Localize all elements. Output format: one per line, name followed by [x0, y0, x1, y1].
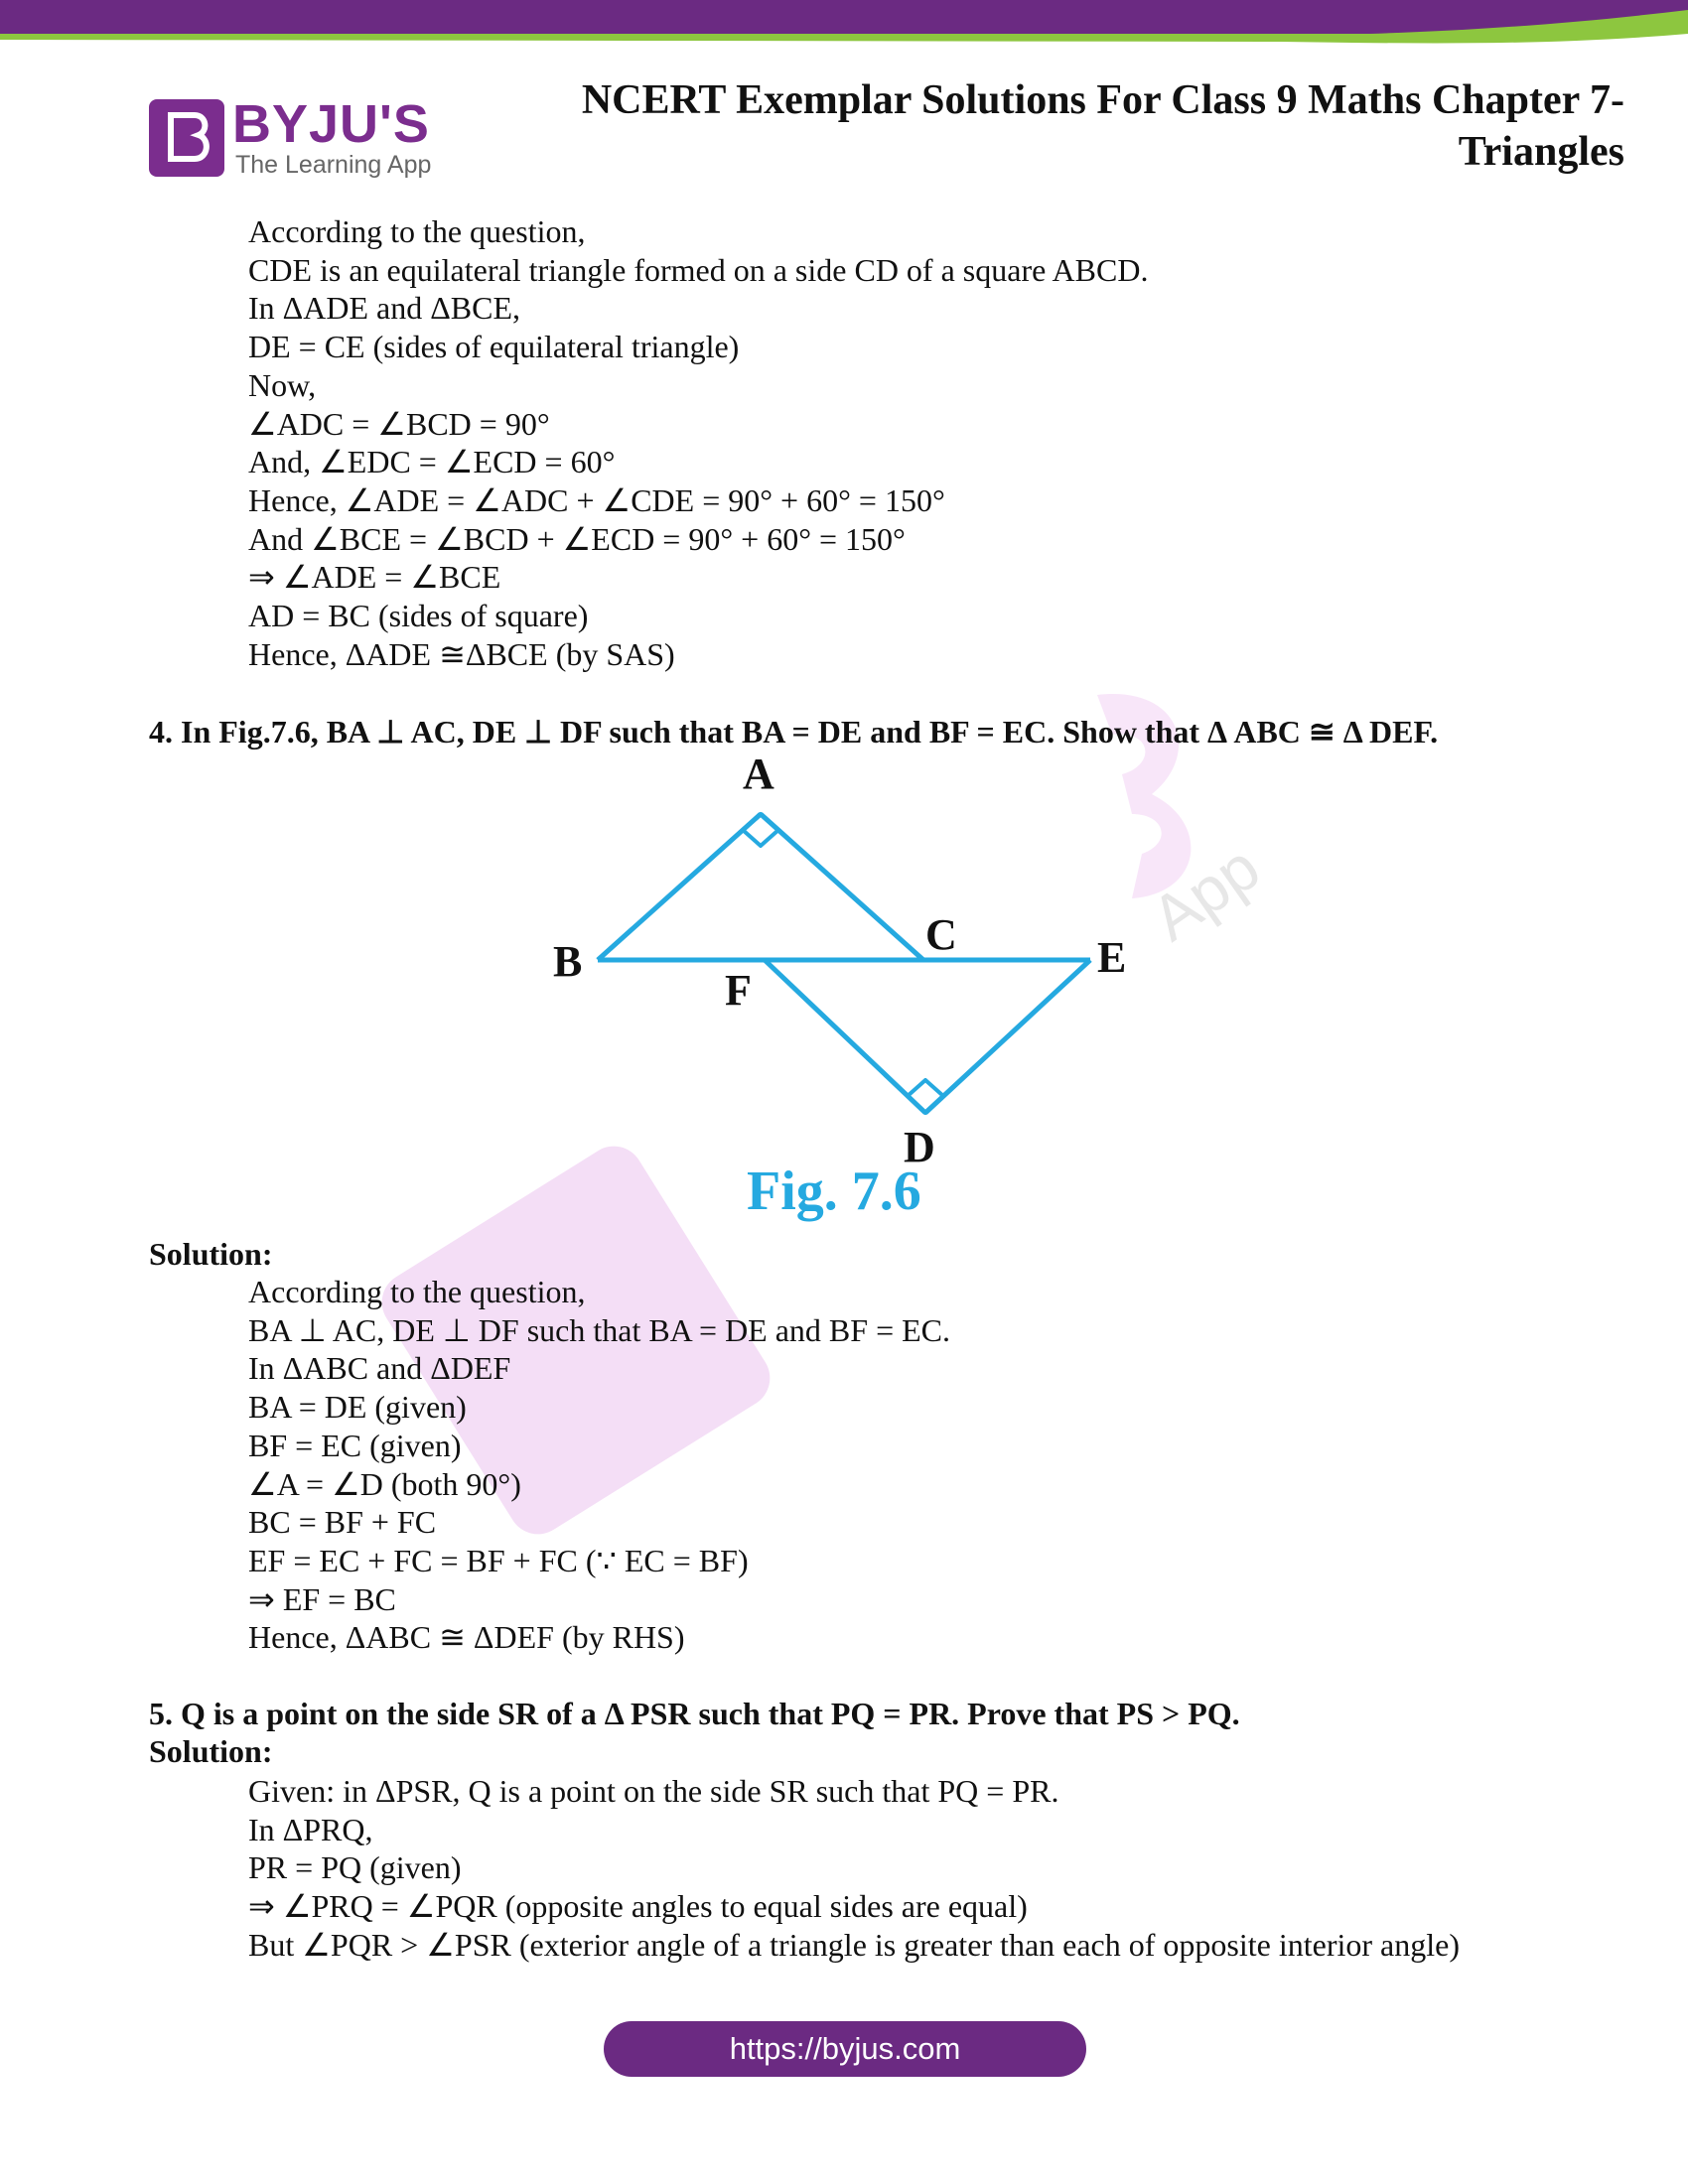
question-5: 5. Q is a point on the side SR of a Δ PSR such that PQ = PR. Prove that PS > PQ. — [149, 1696, 1240, 1731]
top-banner — [0, 0, 1688, 58]
text-line: But ∠PQR > ∠PSR (exterior angle of a triangle is greater than each of opposite interior angle) — [248, 1926, 1460, 1963]
segment-DE — [925, 960, 1090, 1113]
text-line: Hence, ΔADE ≅ΔBCE (by SAS) — [248, 635, 675, 672]
text-line: EF = EC + FC = BF + FC (∵ EC = BF) — [248, 1542, 749, 1578]
segment-FD — [765, 960, 925, 1113]
logo-mark — [149, 99, 224, 177]
label-C: C — [925, 910, 957, 959]
text-line: Hence, ΔABC ≅ ΔDEF (by RHS) — [248, 1619, 685, 1656]
text-line: According to the question, — [248, 213, 586, 249]
label-E: E — [1097, 933, 1127, 982]
text-line: ⇒ EF = BC — [248, 1580, 396, 1617]
text-line: Hence, ∠ADE = ∠ADC + ∠CDE = 90° + 60° = 150° — [248, 481, 945, 518]
q5-solution-label: Solution: — [149, 1733, 273, 1769]
right-angle-mark-D — [908, 1080, 943, 1113]
text-line: BA = DE (given) — [248, 1389, 467, 1426]
text-line: BA ⊥ AC, DE ⊥ DF such that BA = DE and BF = EC. — [248, 1311, 950, 1348]
text-line: Now, — [248, 366, 317, 403]
segment-BA — [598, 814, 761, 960]
segment-AC — [761, 814, 923, 960]
text-line: In ΔABC and ΔDEF — [248, 1350, 511, 1387]
text-line: PR = PQ (given) — [248, 1849, 462, 1886]
text-line: In ΔPRQ, — [248, 1811, 373, 1847]
text-line: ⇒ ∠PRQ = ∠PQR (opposite angles to equal sides are equal) — [248, 1888, 1028, 1925]
byjus-logo — [149, 94, 437, 182]
text-line: ∠ADC = ∠BCD = 90° — [248, 405, 550, 442]
q4-solution-label: Solution: — [149, 1236, 273, 1272]
figure-caption: Fig. 7.6 — [747, 1160, 921, 1222]
q3-solution-body — [248, 212, 1148, 673]
label-D: D — [904, 1123, 935, 1166]
label-A: A — [743, 750, 774, 798]
text-line: According to the question, — [248, 1274, 586, 1309]
text-line: ⇒ ∠ADE = ∠BCE — [248, 559, 501, 596]
label-B: B — [553, 937, 583, 986]
svg-text:App: App — [1138, 831, 1273, 955]
q4-solution-body — [248, 1273, 950, 1657]
figure-7-6 — [536, 740, 1152, 1166]
text-line: AD = BC (sides of square) — [248, 598, 589, 634]
logo-tagline: The Learning App — [235, 151, 432, 179]
title-line-1: NCERT Exemplar Solutions For Class 9 Maths Chapter 7- — [581, 77, 1624, 123]
footer-url-link[interactable]: https://byjus.com — [604, 2021, 1086, 2077]
question-4: 4. In Fig.7.6, BA ⊥ AC, DE ⊥ DF such that BA = DE and BF = EC. Show that Δ ABC ≅ Δ DEF. — [149, 714, 1439, 750]
text-line: Given: in ΔPSR, Q is a point on the side SR such that PQ = PR. — [248, 1773, 1059, 1809]
text-line: In ΔADE and ΔBCE, — [248, 290, 521, 327]
q5-solution-body — [248, 1772, 1460, 1965]
text-line: ∠A = ∠D (both 90°) — [248, 1465, 521, 1502]
title-line-2: Triangles — [1458, 129, 1624, 175]
logo-brand: BYJU'S — [232, 94, 430, 154]
right-angle-mark-A — [743, 814, 778, 846]
text-line: BF = EC (given) — [248, 1427, 462, 1463]
label-F: F — [725, 966, 752, 1015]
text-line: And ∠BCE = ∠BCD + ∠ECD = 90° + 60° = 150° — [248, 520, 906, 557]
text-line: BC = BF + FC — [248, 1504, 437, 1541]
text-line: DE = CE (sides of equilateral triangle) — [248, 329, 740, 365]
text-line: And, ∠EDC = ∠ECD = 60° — [248, 444, 616, 480]
text-line: CDE is an equilateral triangle formed on a side CD of a square ABCD. — [248, 251, 1149, 288]
document-title — [483, 74, 1624, 178]
